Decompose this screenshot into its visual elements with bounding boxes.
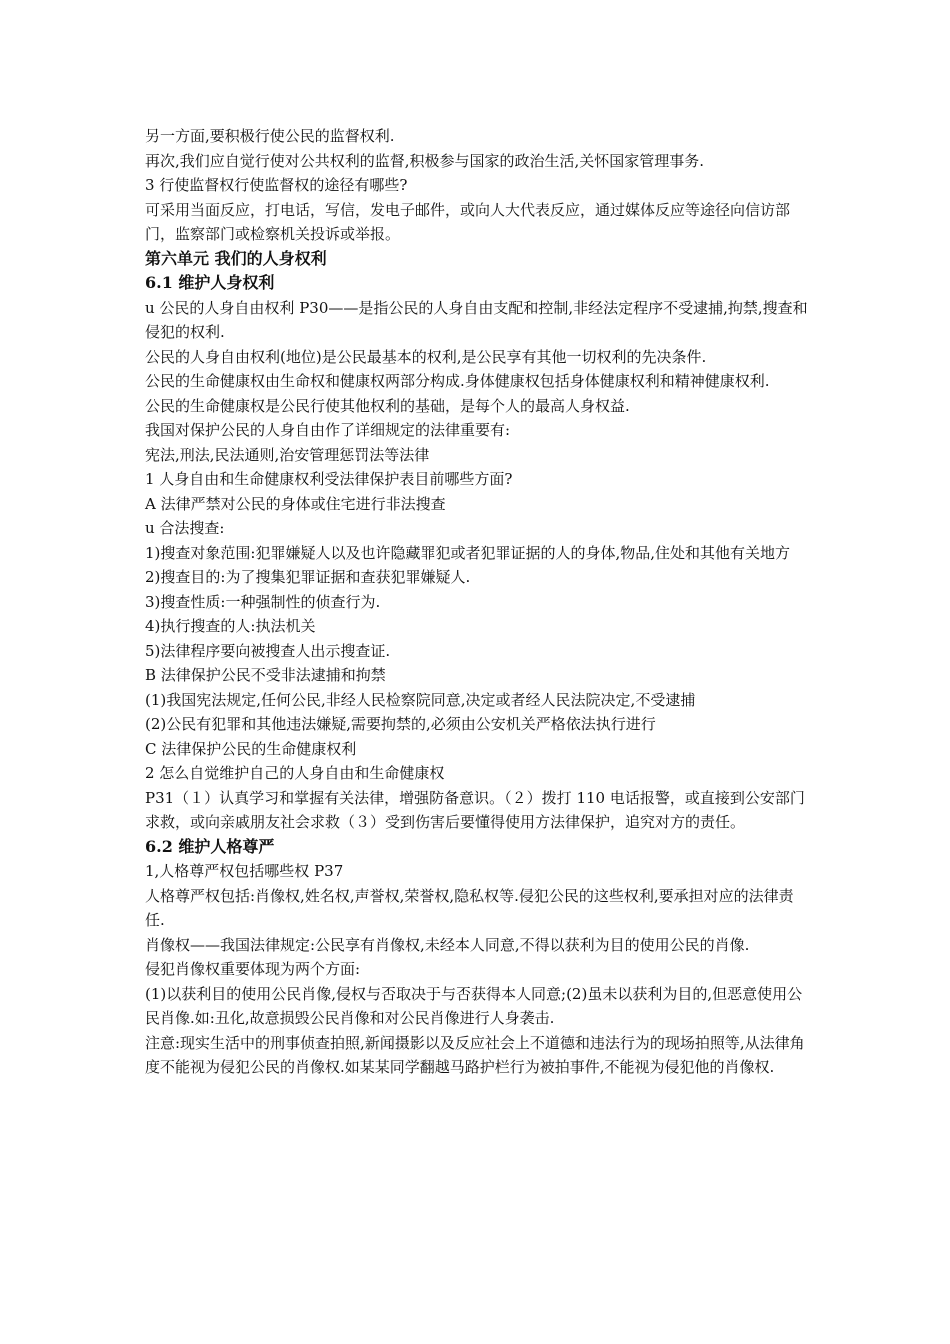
text-line: 1 人身自由和生命健康权利受法律保护表目前哪些方面? (145, 470, 513, 488)
text-line: C 法律保护公民的生命健康权利 (145, 739, 357, 758)
text-line: (2)公民有犯罪和其他违法嫌疑,需要拘禁的,必须由公安机关严格依法执行进行 (145, 715, 656, 733)
section-heading: 6.1 维护人身权利 (145, 273, 275, 292)
text-line: B 法律保护公民不受非法逮捕和拘禁 (145, 666, 386, 684)
text-line: 公民的生命健康权是公民行使其他权利的基础，是每个人的最高人身权益. (145, 396, 630, 415)
text-paragraph: 注意:现实生活中的刑事侦查拍照,新闻摄影以及反应社会上不道德和违法行为的现场拍照等,从法律角度不能视为侵犯公民的肖像权.如某某同学翻越马路护栏行为被拍事件,不能视为侵犯他的肖像权. (145, 1033, 805, 1076)
text-paragraph: 可采用当面反应，打电话，写信，发电子邮件，或向人大代表反应，通过媒体反应等途径向信访部门，监察部门或检察机关投诉或举报。 (145, 200, 791, 243)
text-paragraph: u 公民的人身自由权利 P30——是指公民的人身自由支配和控制,非经法定程序不受逮捕,拘禁,搜查和侵犯的权利. (145, 298, 808, 341)
text-paragraph: 人格尊严权包括:肖像权,姓名权,声誉权,荣誉权,隐私权等.侵犯公民的这些权利,要承担对应的法律责任. (145, 886, 794, 929)
text-line: 再次,我们应自觉行使对公共权利的监督,积极参与国家的政治生活,关怀国家管理事务. (145, 151, 705, 170)
text-paragraph: 肖像权——我国法律规定:公民享有肖像权,未经本人同意,不得以获利为目的使用公民的肖像. (145, 935, 750, 954)
text-line: 1,人格尊严权包括哪些权 P37 (145, 862, 344, 880)
text-line: 4)执行搜查的人:执法机关 (145, 617, 316, 635)
text-line: 2 怎么自觉维护自己的人身自由和生命健康权 (145, 764, 445, 782)
text-line: 我国对保护公民的人身自由作了详细规定的法律重要有: (145, 421, 511, 439)
text-line: (1)我国宪法规定,任何公民,非经人民检察院同意,决定或者经人民法院决定,不受逮捕 (145, 690, 696, 709)
section-heading: 6.2 维护人格尊严 (145, 836, 275, 856)
text-line: 2)搜查目的:为了搜集犯罪证据和查获犯罪嫌疑人. (145, 568, 471, 586)
text-paragraph: P31（１）认真学习和掌握有关法律，增强防备意识。（２）拨打 110 电话报警，或直接到公安部门求救，或向亲戚朋友社会求救（３）受到伤害后要懂得使用方法律保护，追究对方的责任。 (145, 788, 805, 831)
text-paragraph: 公民的生命健康权由生命权和健康权两部分构成.身体健康权包括身体健康权利和精神健康权利. (145, 372, 770, 390)
text-paragraph: (1)以获利目的使用公民肖像,侵权与否取决于与否获得本人同意;(2)虽未以获利为目的,但恶意使用公民肖像.如:丑化,故意损毁公民肖像和对公民肖像进行人身袭击. (145, 984, 803, 1027)
text-line: 侵犯肖像权重要体现为两个方面: (145, 960, 361, 978)
text-line: 3)搜查性质:一种强制性的侦查行为. (145, 592, 381, 611)
text-line: 5)法律程序要向被搜查人出示搜查证. (145, 641, 391, 660)
text-line: A 法律严禁对公民的身体或住宅进行非法搜查 (145, 494, 446, 513)
text-line: 另一方面,要积极行使公民的监督权利. (145, 127, 395, 145)
text-line: 宪法,刑法,民法通则,治安管理惩罚法等法律 (145, 445, 430, 464)
text-line: 3 行使监督权行使监督权的途径有哪些? (145, 176, 408, 194)
unit-heading: 第六单元 我们的人身权利 (145, 248, 327, 268)
text-line: 公民的人身自由权利(地位)是公民最基本的权利,是公民享有其他一切权利的先决条件. (145, 347, 707, 366)
text-line: u 合法搜查: (145, 519, 225, 537)
text-paragraph: 1)搜查对象范围:犯罪嫌疑人以及也许隐藏罪犯或者犯罪证据的人的身体,物品,住处和其他有关地方 (145, 543, 790, 562)
